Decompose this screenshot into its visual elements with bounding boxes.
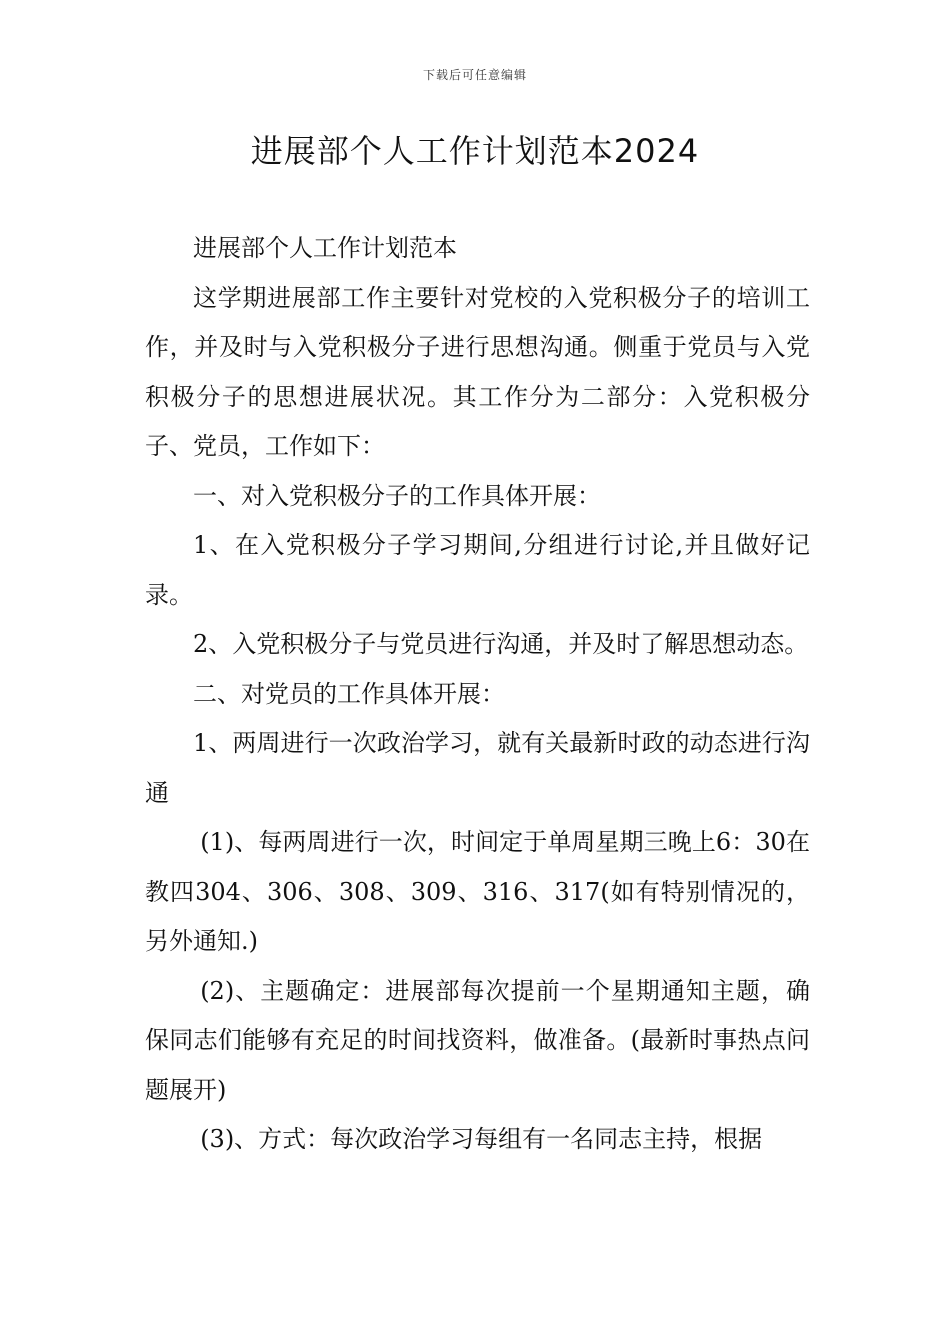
- paragraph-subtitle: 进展部个人工作计划范本: [193, 234, 457, 262]
- document-body: [145, 224, 810, 1165]
- list-item: 1、两周进行一次政治学习，就有关最新时政的动态进行沟通: [145, 729, 810, 807]
- sub-item: (3)、方式：每次政治学习每组有一名同志主持，根据: [200, 1125, 763, 1153]
- paragraph-intro: 这学期进展部工作主要针对党校的入党积极分子的培训工作，并及时与入党积极分子进行思想沟通。侧重于党员与入党积极分子的思想进展状况。其工作分为二部分：入党积极分子、党员，工作如下：: [145, 283, 810, 460]
- section-heading-activists: 一、对入党积极分子的工作具体开展：: [193, 481, 601, 510]
- list-item: 2、入党积极分子与党员进行沟通，并及时了解思想动态。: [193, 630, 809, 658]
- sub-item: (2)、主题确定：进展部每次提前一个星期通知主题，确保同志们能够有充足的时间找资料，做准备。(最新时事热点问题展开): [145, 976, 810, 1104]
- page-header-note: 下载后可任意编辑: [422, 68, 527, 82]
- sub-item: (1)、每两周进行一次，时间定于单周星期三晚上6：30在教四304、306、308、309、316、317(如有特别情况的，另外通知.): [145, 828, 810, 955]
- section-heading-members: 二、对党员的工作具体开展：: [193, 679, 505, 708]
- document-title: 进展部个人工作计划范本2024: [250, 132, 700, 170]
- list-item: 1、在入党积极分子学习期间,分组进行讨论,并且做好记录。: [145, 531, 810, 609]
